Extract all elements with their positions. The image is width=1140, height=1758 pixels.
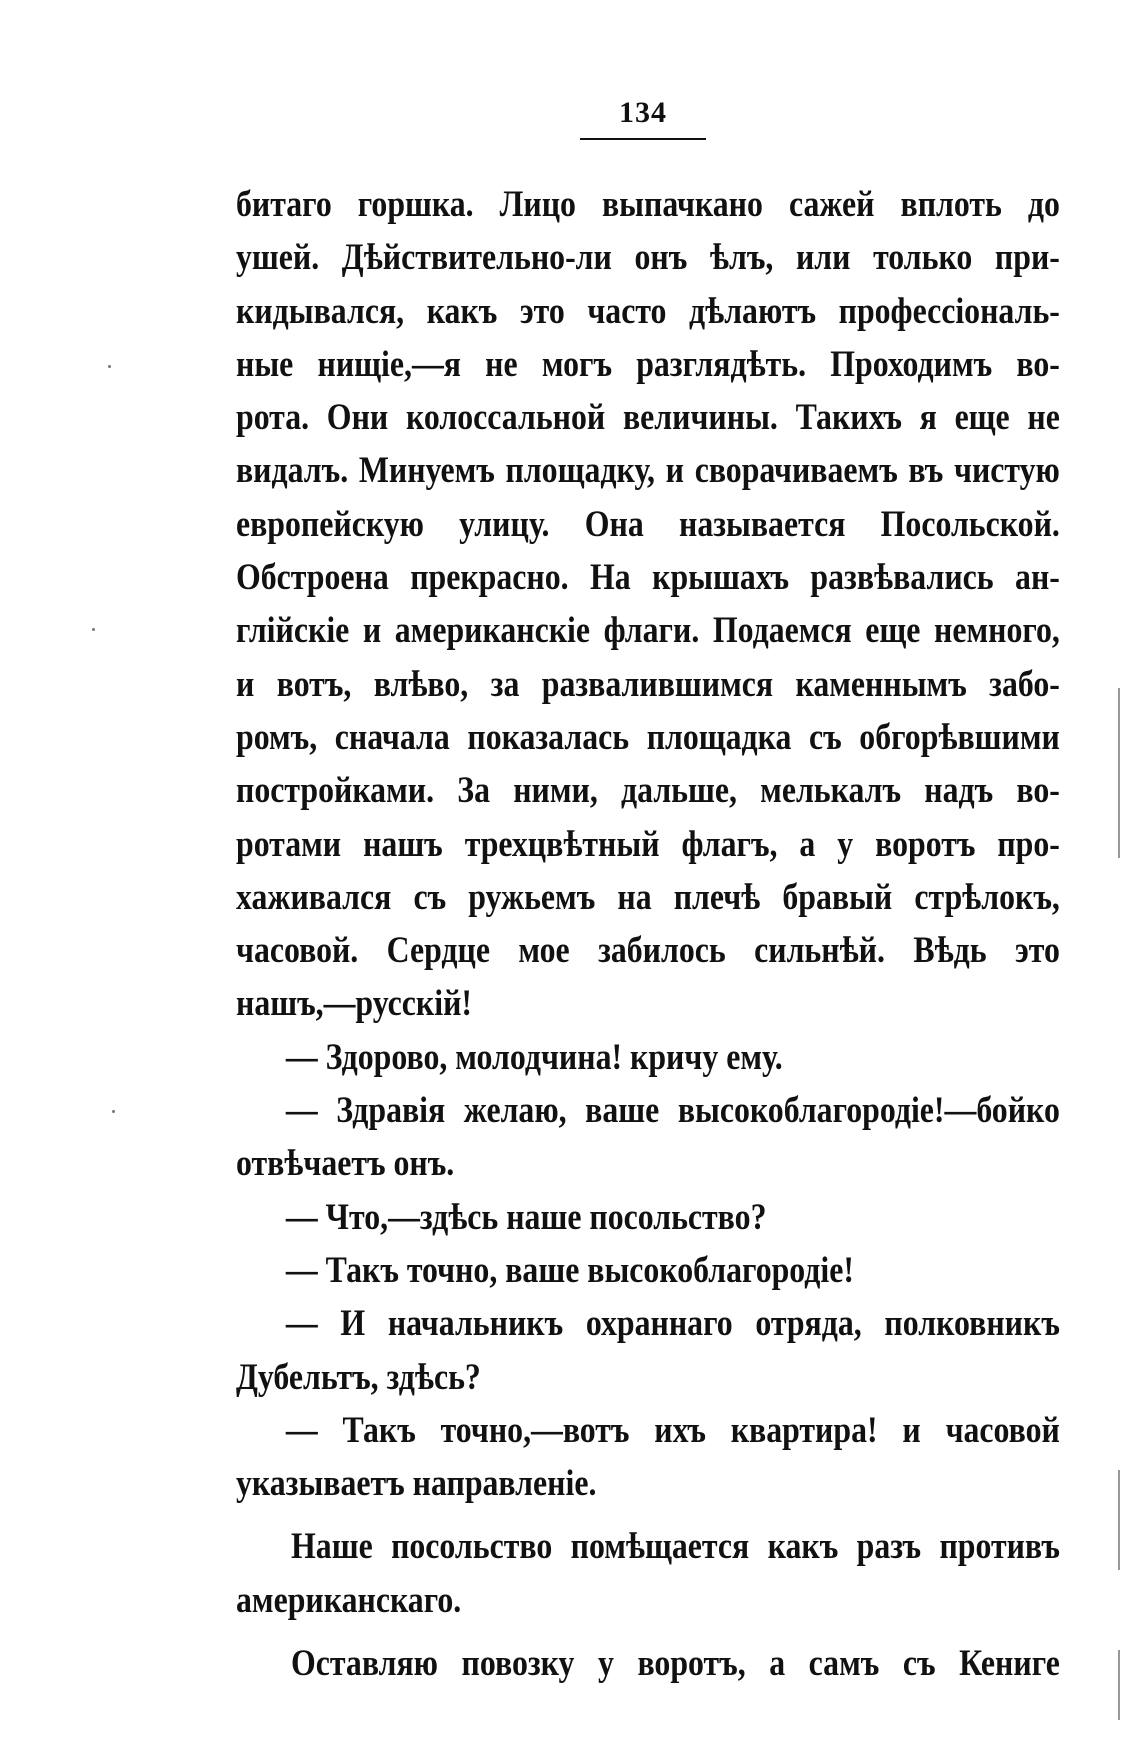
dialogue-line: — Такъ точно, ваше высокоблагородіе! — [285, 1249, 854, 1291]
scan-dot — [112, 1110, 115, 1113]
paragraph-line: Оставляю повозку у воротъ, а самъ съ Кениге — [291, 1643, 1060, 1685]
text-line: кидывался, какъ это часто дѣлаютъ профессіональ- — [236, 290, 1060, 332]
dialogue-line: — Здорово, молодчина! кричу ему. — [285, 1036, 783, 1078]
text-line: и вотъ, влѣво, за развалившимся каменнымъ забо- — [236, 663, 1060, 705]
text-line: глійскіе и американскіе флаги. Подаемся еще немного, — [236, 610, 1060, 652]
text-line: европейскую улицу. Она называется Посольской. — [236, 503, 1060, 545]
text-line: нашъ,—русскій! — [236, 983, 473, 1025]
dialogue-line: — Такъ точно,—вотъ ихъ квартира! и часовой — [285, 1409, 1060, 1451]
scan-margin-mark — [1118, 1650, 1120, 1720]
text-line: Обстроена прекрасно. На крышахъ развѣвались ан- — [236, 557, 1060, 599]
text-line: ромъ, сначала показалась площадка съ обгорѣвшими — [236, 716, 1060, 758]
text-line: видалъ. Минуемъ площадку, и сворачиваемъ въ чистую — [236, 450, 1060, 492]
text-line: рота. Они колоссальной величины. Такихъ я еще не — [236, 397, 1060, 439]
dialogue-line: — И начальникъ охраннаго отряда, полковникъ — [285, 1303, 1060, 1345]
page-number: 134 — [619, 96, 667, 129]
dialogue-line: — Что,—здѣсь наше посольство? — [285, 1196, 767, 1238]
page-number-rule — [580, 138, 706, 140]
text-line: хаживался съ ружьемъ на плечѣ бравый стрѣлокъ, — [236, 876, 1060, 918]
text-line: отвѣчаетъ онъ. — [236, 1143, 455, 1185]
text-line: американскаго. — [236, 1579, 462, 1621]
scan-margin-mark — [1118, 1470, 1120, 1570]
scan-dot — [108, 365, 111, 368]
paragraph-line: Наше посольство помѣщается какъ разъ противъ — [291, 1526, 1060, 1568]
text-line: постройками. За ними, дальше, мелькалъ надъ во- — [236, 770, 1060, 812]
text-line: Дубельтъ, здѣсь? — [236, 1356, 481, 1398]
body-text — [236, 178, 1060, 1690]
text-line: указываетъ направленіе. — [236, 1463, 597, 1505]
dialogue-line: — Здравія желаю, ваше высокоблагородіе!—бойко — [285, 1090, 1060, 1132]
text-line: ные нищіе,—я не могъ разглядѣть. Проходимъ во- — [236, 343, 1060, 385]
text-line: часовой. Сердце мое забилось сильнѣй. Вѣдь это — [236, 930, 1060, 972]
text-line: ушей. Дѣйствительно-ли онъ ѣлъ, или только при- — [236, 237, 1060, 279]
scan-dot — [92, 628, 95, 631]
text-line: битаго горшка. Лицо выпачкано сажей вплоть до — [236, 184, 1060, 225]
scan-margin-mark — [1118, 688, 1120, 858]
text-line: ротами нашъ трехцвѣтный флагъ, а у воротъ про- — [236, 823, 1060, 865]
